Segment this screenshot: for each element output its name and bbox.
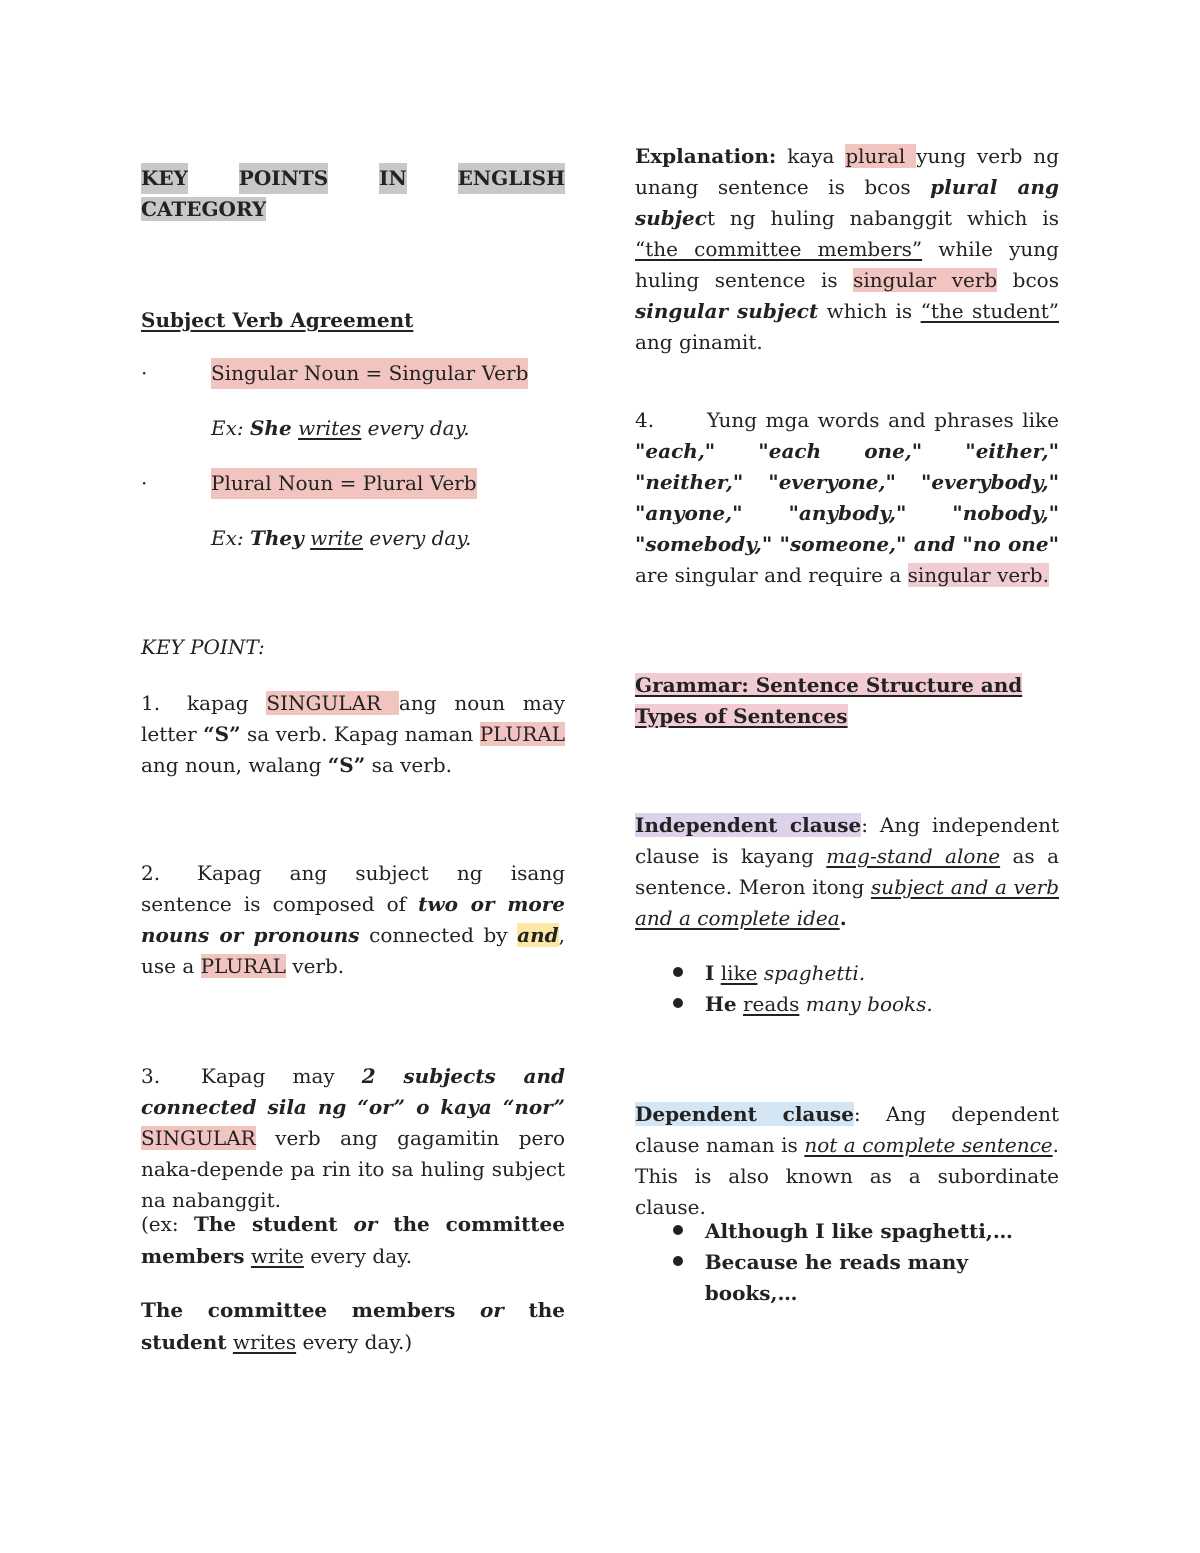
text: : Ang independent clause is kayang (635, 813, 1059, 868)
list-item (635, 989, 1059, 1020)
heading-word: POINTS (239, 163, 328, 194)
rule-singular-example (141, 413, 635, 444)
dependent-clause (635, 1099, 1059, 1223)
text: sa verb. Kapag naman (240, 722, 480, 746)
dependent-examples (635, 1216, 1059, 1309)
bullet-icon (673, 967, 683, 977)
verb: like (720, 961, 758, 985)
point-2 (141, 858, 565, 982)
list-item (635, 1247, 1059, 1309)
example-verb: write (310, 526, 364, 550)
text: every day. (303, 1244, 413, 1268)
point-3 (141, 1061, 565, 1216)
text: as a sentence. Meron itong (635, 844, 1059, 899)
bullet-icon (673, 1225, 683, 1235)
verb: writes (232, 1330, 297, 1354)
text: sa verb. (365, 753, 452, 777)
example-subject: They (249, 526, 304, 550)
point-number: 4. (635, 408, 655, 432)
highlight: singular verb. (907, 563, 1049, 587)
underlined: “the student” (920, 299, 1059, 323)
example-text: Although I like spaghetti,… (705, 1219, 1013, 1243)
independent-label: Independent clause (635, 813, 862, 837)
point-1 (141, 688, 565, 781)
rule-plural-example (141, 523, 635, 554)
text: , use a (141, 923, 566, 978)
text: connected by (359, 923, 518, 947)
text: (ex: (141, 1212, 194, 1236)
text: while yung huling sentence is (635, 237, 1059, 292)
letter-s: “S” (327, 753, 366, 777)
underlined: “the committee members” (635, 237, 923, 261)
heading-word: KEY (141, 163, 188, 194)
example-rest: every day. (363, 526, 472, 550)
subject: He (705, 992, 737, 1016)
highlight: singular verb (853, 268, 998, 292)
example-sentence-1 (141, 1208, 565, 1272)
underlined: not a complete sentence (804, 1133, 1053, 1157)
emphasis: two or more nouns or pronouns (141, 892, 565, 947)
example-subject: She (249, 416, 292, 440)
subject: The student (193, 1212, 354, 1236)
example-text: Because he reads many books,… (704, 1250, 968, 1305)
subject: I (705, 961, 715, 985)
highlight: SINGULAR (266, 691, 399, 715)
rule-singular-text: Singular Noun = Singular Verb (211, 358, 528, 389)
list-item (635, 1216, 1059, 1247)
rule-plural-text: Plural Noun = Plural Verb (211, 468, 477, 499)
text: : Ang dependent clause naman is (635, 1102, 1059, 1157)
subject: The committee members (141, 1298, 480, 1322)
text: verb. (285, 954, 345, 978)
underlined: mag-stand alone (826, 844, 1001, 868)
highlight: PLURAL (479, 722, 565, 746)
point-number: 1. (141, 691, 161, 715)
grammar-title: Grammar: Sentence Structure and Types of Sentences (635, 673, 1023, 728)
or-word: or (479, 1298, 504, 1322)
heading-word: IN (379, 163, 407, 194)
example-verb: writes (298, 416, 362, 440)
example-prefix: Ex: (211, 526, 250, 550)
text: . (839, 906, 847, 930)
keypoint-title: KEY POINT: (141, 635, 265, 659)
highlight: PLURAL (200, 954, 286, 978)
text: . This is also known as a subordinate clause. (635, 1133, 1060, 1219)
text: verb ang gagamitin pero naka-depende pa rin ito sa huling subject na nabanggit. (141, 1126, 565, 1212)
explanation (635, 141, 1059, 358)
text: bcos (997, 268, 1059, 292)
example-sentence-2 (141, 1294, 565, 1358)
point-4 (635, 405, 1059, 591)
text: are singular and require a (635, 563, 908, 587)
text: which is (818, 299, 921, 323)
rule-plural (141, 468, 565, 499)
text: kapag (187, 691, 267, 715)
verb: reads (742, 992, 800, 1016)
text: ang ginamit. (635, 330, 763, 354)
rule-singular (141, 358, 565, 389)
bullet-dot: · (141, 471, 148, 495)
heading-line-2: CATEGORY (141, 197, 267, 221)
independent-examples (635, 958, 1059, 1020)
or-word: or (353, 1212, 378, 1236)
text: Kapag ang subject ng isang sentence is composed of (141, 861, 565, 916)
text: Kapag may (201, 1064, 362, 1088)
text: every day.) (296, 1330, 413, 1354)
bullet-icon (673, 1256, 683, 1266)
text: t ng huling nabanggit which is (706, 206, 1059, 230)
document-heading (141, 163, 565, 225)
dependent-label: Dependent clause (635, 1102, 854, 1126)
text: Yung mga words and phrases like (707, 408, 1059, 432)
letter-s: “S” (203, 722, 241, 746)
object: spaghetti. (763, 961, 866, 985)
and-highlight: and (517, 923, 559, 947)
highlight: SINGULAR (141, 1126, 256, 1150)
highlight: plural (845, 144, 917, 168)
list-item (635, 958, 1059, 989)
point-number: 2. (141, 861, 161, 885)
subject: the committee members (141, 1212, 565, 1268)
bullet-dot: · (141, 361, 148, 385)
heading-word: ENGLISH (458, 163, 565, 194)
emphasis: plural ang subjec (635, 175, 1059, 230)
independent-clause (635, 810, 1059, 934)
bullet-icon (673, 998, 683, 1008)
verb: write (250, 1244, 304, 1268)
text: ang noun may letter (141, 691, 565, 746)
heading-line-1 (141, 163, 565, 194)
text: ang noun, walang (141, 753, 328, 777)
text: kaya (776, 144, 846, 168)
emphasis: singular subject (635, 299, 819, 323)
example-prefix: Ex: (211, 416, 250, 440)
point-number: 3. (141, 1064, 161, 1088)
explanation-label: Explanation: (635, 144, 777, 168)
example-rest: every day. (361, 416, 470, 440)
object: many books. (805, 992, 933, 1016)
emphasis: 2 subjects and connected sila ng “or” o kaya “nor” (141, 1064, 566, 1119)
text: yung verb ng unang sentence is bcos (635, 144, 1059, 199)
subject: the student (141, 1298, 565, 1354)
underlined: subject and a verb and a complete idea (635, 875, 1060, 930)
subject-verb-title: Subject Verb Agreement (141, 308, 414, 332)
emphasis: "each," "each one," "either," "neither," "everyone," "everybody," "anyone," "anybody," "nobody," "somebody," "someone," and "no one" (635, 439, 1059, 556)
